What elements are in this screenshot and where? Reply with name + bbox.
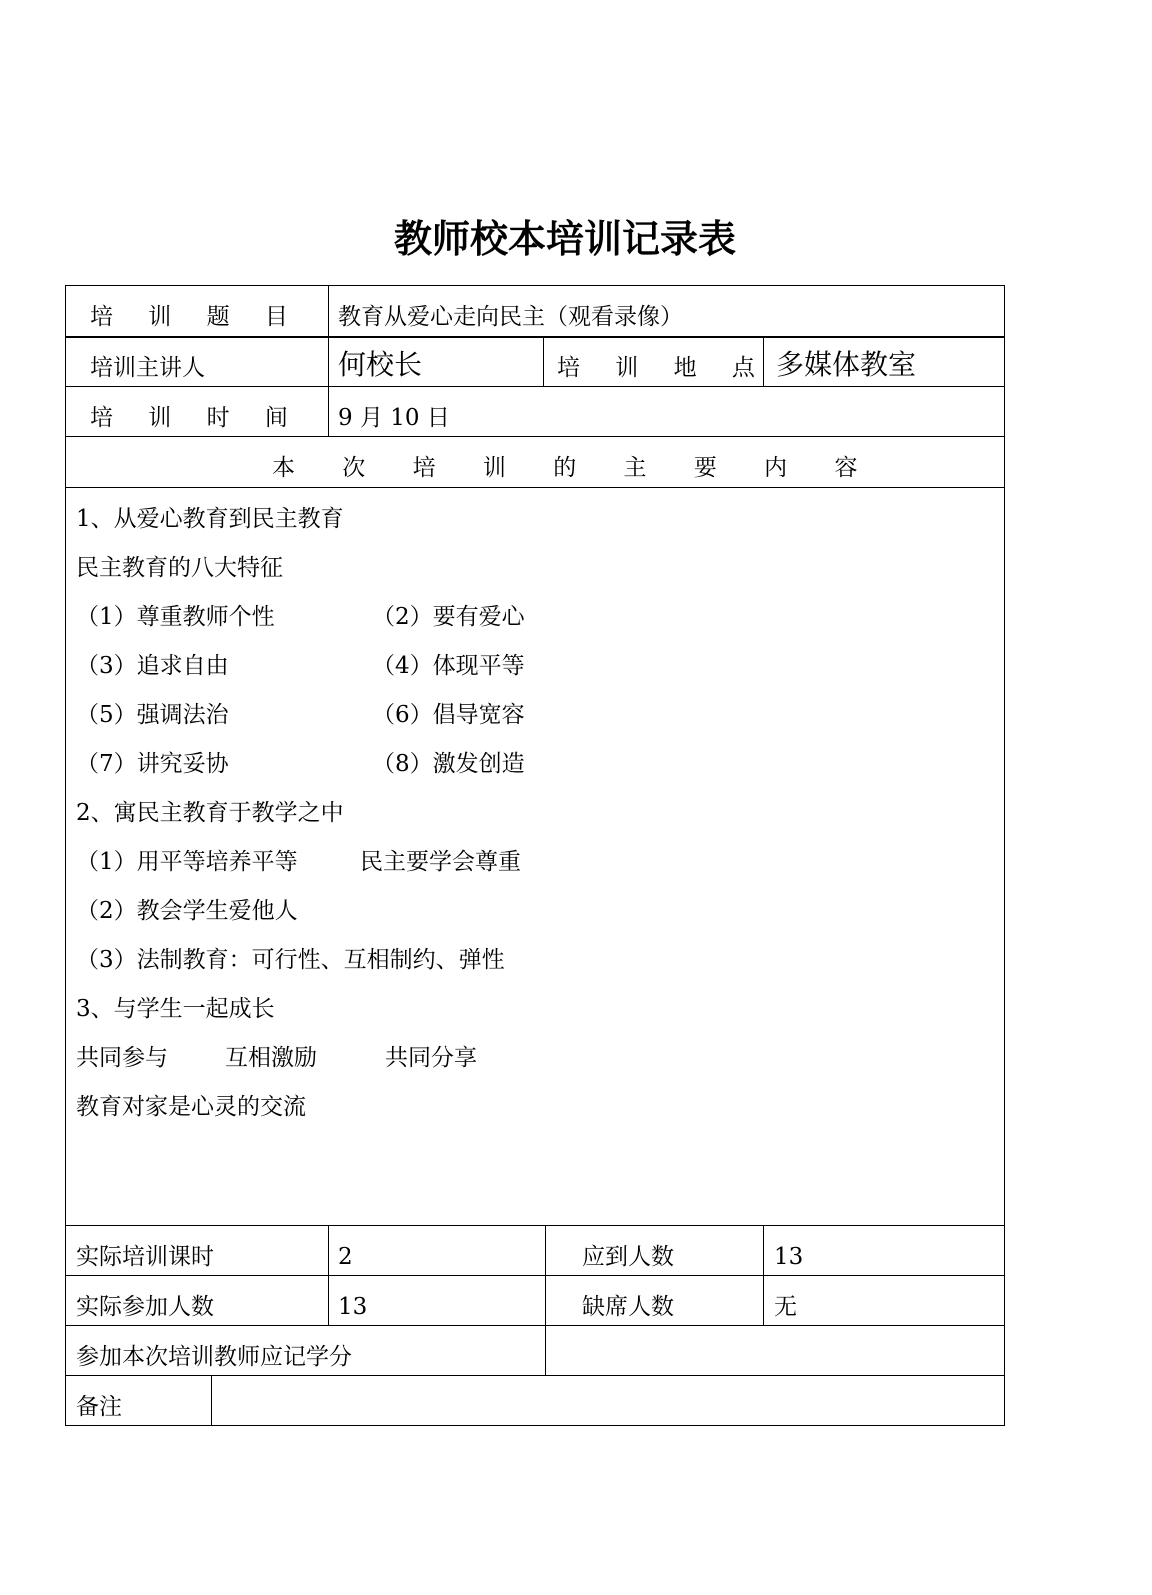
- content-line: 互相激励: [225, 1045, 317, 1071]
- column-divider: [328, 1225, 329, 1325]
- content-line: 民主要学会尊重: [360, 849, 521, 875]
- table-border-right: [1004, 285, 1005, 1425]
- content-line: （5）强调法治: [76, 702, 229, 728]
- table-border-left: [65, 285, 66, 1425]
- content-line: 教育对家是心灵的交流: [76, 1094, 306, 1120]
- time-value: 9 月 10 日: [338, 405, 450, 431]
- content-line: 共同参与: [76, 1045, 168, 1071]
- content-header: 本 次 培 训 的 主 要 内 容: [272, 455, 878, 481]
- absent-label: 缺席人数: [582, 1294, 674, 1320]
- row-divider: [65, 436, 1005, 437]
- column-divider: [545, 1225, 546, 1375]
- time-label: 培 训 时 间: [90, 405, 302, 431]
- location-label: 培 训 地 点: [557, 355, 769, 381]
- attended-label: 实际参加人数: [76, 1294, 214, 1320]
- topic-value: 教育从爱心走向民主（观看录像）: [338, 304, 683, 330]
- content-line: （6）倡导宽容: [372, 702, 525, 728]
- hours-label: 实际培训课时: [76, 1244, 214, 1270]
- row-divider: [65, 1375, 1005, 1376]
- row-divider: [65, 386, 1005, 387]
- absent-value: 无: [774, 1294, 797, 1320]
- column-divider: [211, 1375, 212, 1425]
- expected-label: 应到人数: [582, 1244, 674, 1270]
- topic-label: 培 训 题 目: [90, 304, 302, 330]
- content-line: 共同分享: [385, 1045, 477, 1071]
- content-line: 民主教育的八大特征: [76, 555, 283, 581]
- content-line: 2、寓民主教育于教学之中: [76, 800, 344, 826]
- attended-value: 13: [338, 1294, 368, 1320]
- table-border-bottom: [65, 1425, 1005, 1426]
- hours-value: 2: [338, 1244, 353, 1270]
- speaker-value: 何校长: [338, 348, 423, 381]
- row-divider: [65, 1225, 1005, 1226]
- row-divider: [65, 336, 1005, 338]
- row-divider: [65, 1275, 1005, 1276]
- document-title: 教师校本培训记录表: [393, 216, 736, 261]
- content-line: （1）尊重教师个性: [76, 604, 275, 630]
- speaker-label: 培训主讲人: [90, 355, 205, 381]
- column-divider: [763, 1225, 764, 1325]
- content-line: （2）要有爱心: [372, 604, 525, 630]
- row-divider: [65, 1325, 1005, 1326]
- row-divider: [65, 487, 1005, 488]
- content-line: （8）激发创造: [372, 751, 525, 777]
- column-divider: [543, 336, 544, 386]
- expected-value: 13: [774, 1244, 804, 1270]
- content-line: （3）追求自由: [76, 653, 229, 679]
- content-line: （4）体现平等: [372, 653, 525, 679]
- location-value: 多媒体教室: [776, 348, 917, 381]
- content-line: （2）教会学生爱他人: [76, 898, 298, 924]
- content-line: 3、与学生一起成长: [76, 996, 275, 1022]
- content-line: （7）讲究妥协: [76, 751, 229, 777]
- credit-label: 参加本次培训教师应记学分: [76, 1344, 352, 1370]
- content-line: （1）用平等培养平等: [76, 849, 298, 875]
- content-line: （3）法制教育：可行性、互相制约、弹性: [76, 947, 505, 973]
- column-divider: [328, 285, 329, 436]
- table-border-top: [65, 285, 1005, 286]
- content-line: 1、从爱心教育到民主教育: [76, 506, 344, 532]
- remarks-label: 备注: [76, 1394, 122, 1420]
